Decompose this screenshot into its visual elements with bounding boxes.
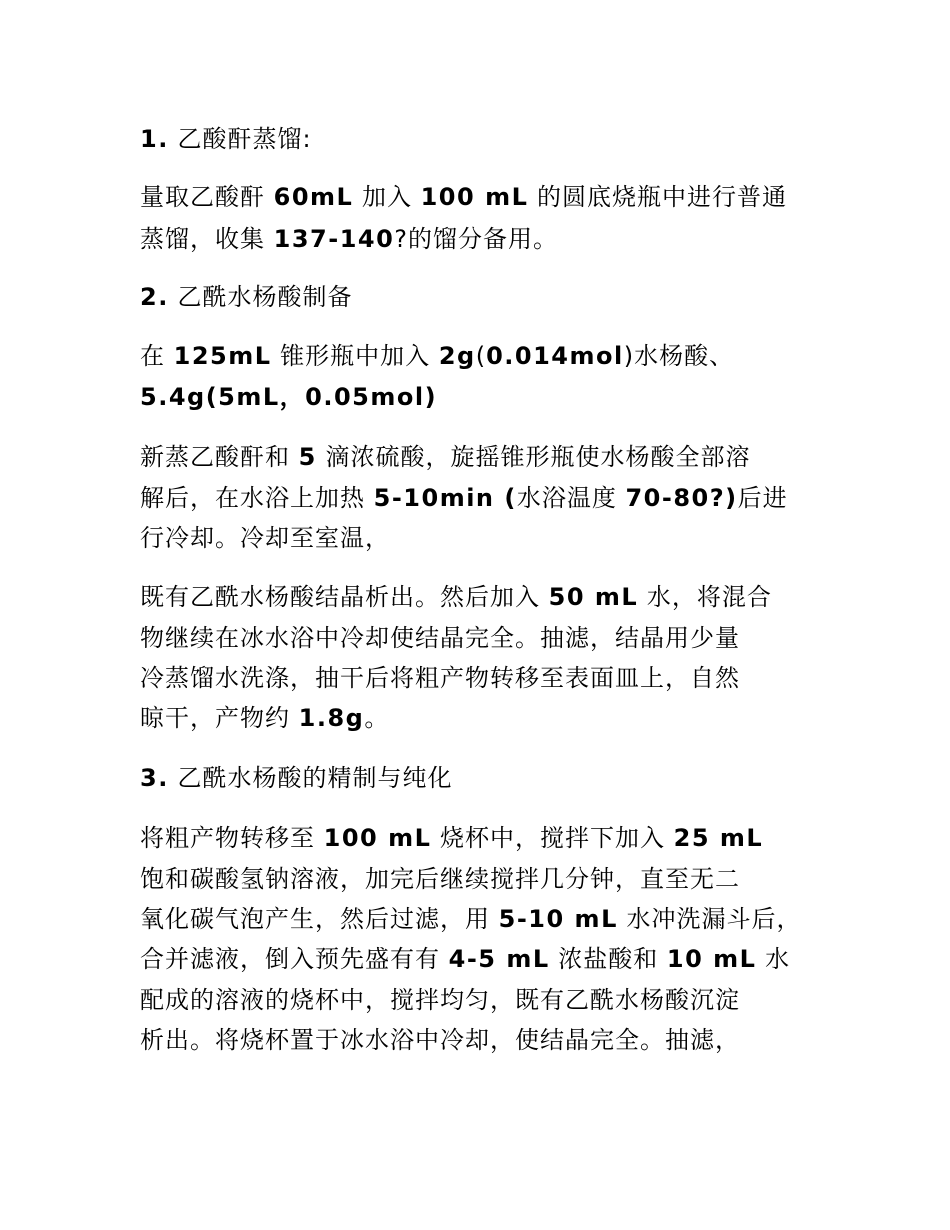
section-heading-1 xyxy=(140,122,312,156)
text-bold: 0.014mol xyxy=(486,342,624,370)
paragraph-line xyxy=(140,661,740,695)
text-bold: 5-10min ( xyxy=(373,484,517,512)
text: 氧化碳气泡产生，然后过滤，用 xyxy=(140,905,499,933)
text: 水，将混合 xyxy=(638,583,772,611)
paragraph-line xyxy=(140,180,787,214)
text: 浓盐酸和 xyxy=(549,945,667,973)
paragraph-line xyxy=(140,222,558,256)
text: 冷蒸馏水洗涤，抽干后将粗产物转移至表面皿上，自然 xyxy=(140,664,740,692)
paragraph-line xyxy=(140,902,802,936)
text: 晾干，产物约 xyxy=(140,704,299,732)
text: 行冷却。冷却至室温， xyxy=(140,524,390,552)
text: 水 xyxy=(756,945,791,973)
text: 析出。将烧杯置于冰水浴中冷却，使结晶完全。抽滤， xyxy=(140,1026,740,1054)
paragraph-line xyxy=(140,701,389,735)
text-bold: 60mL xyxy=(273,183,354,211)
text: 解后，在水浴上加热 xyxy=(140,484,374,512)
section-heading-3 xyxy=(140,761,452,795)
text-bold: 100 mL xyxy=(323,824,432,852)
text-bold: 100 mL xyxy=(420,183,529,211)
text: 加入 xyxy=(353,183,421,211)
text-bold: 5 xyxy=(298,443,317,471)
text: 。 xyxy=(364,704,390,732)
text: 锥形瓶中加入 xyxy=(271,342,439,370)
text-bold: 2. xyxy=(140,283,169,311)
paragraph-line xyxy=(140,481,788,515)
paragraph-line xyxy=(140,380,437,414)
section-heading-2 xyxy=(140,280,352,314)
text-bold: 137-140 xyxy=(273,225,395,253)
text: ( xyxy=(475,342,487,370)
paragraph-line xyxy=(140,521,390,555)
text-bold: 1.8g xyxy=(298,704,365,732)
text: 乙酰水杨酸的精制与纯化 xyxy=(168,764,453,792)
text-bold: 1. xyxy=(140,125,169,153)
text: 饱和碳酸氢钠溶液，加完后继续搅拌几分钟，直至无二 xyxy=(140,865,740,893)
text: 后进 xyxy=(737,484,788,512)
text: )水杨酸、 xyxy=(623,342,735,370)
text: 配成的溶液的烧杯中，搅拌均匀，既有乙酰水杨酸沉淀 xyxy=(140,986,740,1014)
text: 滴浓硫酸，旋摇锥形瓶使水杨酸全部溶 xyxy=(316,443,751,471)
text-bold: 10 mL xyxy=(666,945,757,973)
text-bold: 5-10 mL xyxy=(498,905,618,933)
text-bold: 2g xyxy=(438,342,476,370)
text: 蒸馏，收集 xyxy=(140,225,274,253)
text-bold: 5.4g(5mL，0.05mol) xyxy=(140,383,438,411)
text-bold: 125mL xyxy=(173,342,272,370)
text: 乙酸酐蒸馏: xyxy=(168,125,312,153)
text: 烧杯中，搅拌下加入 xyxy=(431,824,674,852)
paragraph-line xyxy=(140,440,750,474)
paragraph-line xyxy=(140,821,763,855)
text: 新蒸乙酸酐和 xyxy=(140,443,299,471)
text-bold: 4-5 mL xyxy=(448,945,550,973)
text-bold: 70-80?) xyxy=(625,484,738,512)
text: 的圆底烧瓶中进行普通 xyxy=(528,183,788,211)
paragraph-line xyxy=(140,862,740,896)
text: 在 xyxy=(140,342,174,370)
text: 物继续在冰水浴中冷却使结晶完全。抽滤，结晶用少量 xyxy=(140,624,740,652)
text: 乙酰水杨酸制备 xyxy=(168,283,353,311)
text: 既有乙酰水杨酸结晶析出。然后加入 xyxy=(140,583,549,611)
paragraph-line xyxy=(140,983,740,1017)
text: 量取乙酸酐 xyxy=(140,183,274,211)
text-bold: 25 mL xyxy=(673,824,764,852)
text-bold: 3. xyxy=(140,764,169,792)
text: 水冲洗漏斗后， xyxy=(617,905,802,933)
text-bold: 50 mL xyxy=(548,583,639,611)
text: 合并滤液，倒入预先盛有有 xyxy=(140,945,449,973)
text: 将粗产物转移至 xyxy=(140,824,324,852)
text: 水浴温度 xyxy=(516,484,626,512)
paragraph-line xyxy=(140,621,740,655)
paragraph-line xyxy=(140,580,772,614)
paragraph-line xyxy=(140,339,734,373)
text: ?的馏分备用。 xyxy=(394,225,559,253)
paragraph-line xyxy=(140,942,790,976)
paragraph-line xyxy=(140,1023,740,1057)
